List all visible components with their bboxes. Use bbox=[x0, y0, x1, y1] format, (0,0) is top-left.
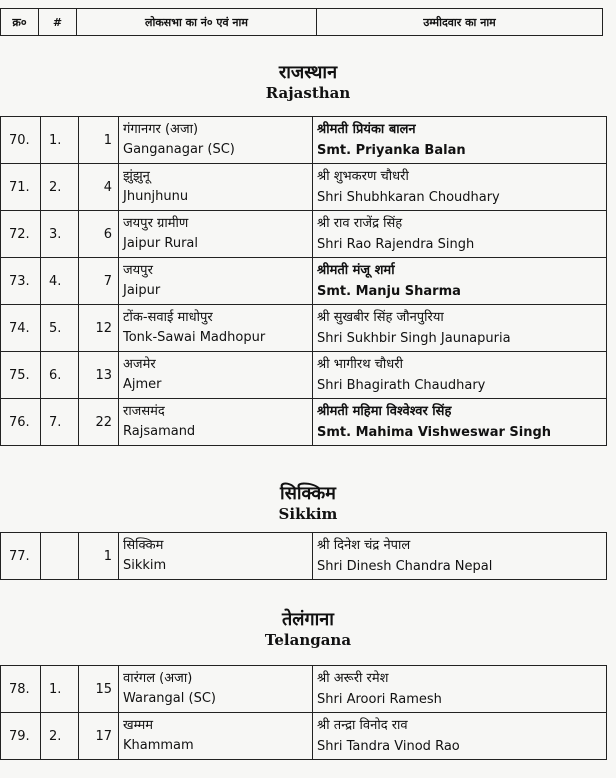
section-title-telangana bbox=[0, 607, 616, 649]
candidate-name-hindi: श्री अरूरी रमेश bbox=[317, 671, 389, 686]
constituency-name-english: Tonk-Sawai Madhopur bbox=[123, 330, 266, 345]
serial-number: 78. bbox=[1, 666, 41, 713]
header-hash: # bbox=[39, 9, 77, 36]
candidate-name-english: Smt. Mahima Vishweswar Singh bbox=[317, 425, 552, 440]
state-serial bbox=[41, 533, 79, 580]
header-table bbox=[0, 8, 603, 36]
serial-number: 76. bbox=[1, 399, 41, 446]
serial-number: 75. bbox=[1, 352, 41, 399]
state-serial: 5. bbox=[41, 305, 79, 352]
constituency-name-hindi: टोंक-सवाई माधोपुर bbox=[123, 310, 213, 325]
constituency-name-english: Khammam bbox=[123, 738, 194, 753]
constituency-name-hindi: जयपुर bbox=[123, 263, 153, 278]
constituency-name-english: Rajsamand bbox=[123, 424, 196, 439]
state-serial: 2. bbox=[41, 713, 79, 760]
header-sr: क्र० bbox=[1, 9, 39, 36]
candidate-name bbox=[313, 666, 607, 713]
constituency-number: 15 bbox=[79, 666, 119, 713]
constituency-name-hindi: अजमेर bbox=[123, 357, 156, 372]
constituency-name-hindi: जयपुर ग्रामीण bbox=[123, 216, 189, 231]
constituency-number: 1 bbox=[79, 117, 119, 164]
state-serial: 4. bbox=[41, 258, 79, 305]
table-row bbox=[1, 211, 607, 258]
telangana-table bbox=[0, 665, 607, 760]
table-row bbox=[1, 713, 607, 760]
table-row bbox=[1, 352, 607, 399]
state-serial: 6. bbox=[41, 352, 79, 399]
constituency-number: 13 bbox=[79, 352, 119, 399]
candidate-name-hindi: श्रीमती प्रियंका बालन bbox=[317, 122, 416, 137]
constituency-name-hindi: सिक्किम bbox=[123, 538, 164, 553]
constituency-number: 17 bbox=[79, 713, 119, 760]
serial-number: 72. bbox=[1, 211, 41, 258]
candidate-name-hindi: श्री तन्द्रा विनोद राव bbox=[317, 718, 408, 733]
constituency-name bbox=[119, 211, 313, 258]
constituency-name-english: Jaipur Rural bbox=[123, 236, 198, 251]
constituency-number: 6 bbox=[79, 211, 119, 258]
constituency-number: 1 bbox=[79, 533, 119, 580]
candidate-name-english: Shri Dinesh Chandra Nepal bbox=[317, 559, 493, 574]
serial-number: 74. bbox=[1, 305, 41, 352]
section-title-rajasthan bbox=[0, 60, 616, 102]
candidate-name-hindi: श्री भागीरथ चौधरी bbox=[317, 357, 403, 372]
serial-number: 73. bbox=[1, 258, 41, 305]
constituency-name-hindi: गंगानगर (अजा) bbox=[123, 122, 199, 137]
candidate-name-english: Smt. Priyanka Balan bbox=[317, 143, 466, 158]
serial-number: 70. bbox=[1, 117, 41, 164]
candidate-name-english: Shri Rao Rajendra Singh bbox=[317, 237, 475, 252]
section-title-english: Sikkim bbox=[278, 505, 338, 523]
state-serial: 2. bbox=[41, 164, 79, 211]
table-row bbox=[1, 399, 607, 446]
table-row bbox=[1, 305, 607, 352]
candidate-name bbox=[313, 533, 607, 580]
constituency-name bbox=[119, 533, 313, 580]
candidate-name-english: Smt. Manju Sharma bbox=[317, 284, 461, 299]
constituency-name bbox=[119, 666, 313, 713]
constituency-name-english: Ganganagar (SC) bbox=[123, 142, 235, 157]
constituency-number: 7 bbox=[79, 258, 119, 305]
header-candidate: उम्मीदवार का नाम bbox=[317, 9, 603, 36]
candidate-name bbox=[313, 713, 607, 760]
constituency-name bbox=[119, 164, 313, 211]
candidate-name-english: Shri Bhagirath Chaudhary bbox=[317, 378, 486, 393]
constituency-name bbox=[119, 399, 313, 446]
candidate-name-hindi: श्रीमती मंजू शर्मा bbox=[317, 263, 395, 278]
candidate-name-hindi: श्री शुभकरण चौधरी bbox=[317, 169, 409, 184]
candidate-name-english: Shri Sukhbir Singh Jaunapuria bbox=[317, 331, 511, 346]
serial-number: 71. bbox=[1, 164, 41, 211]
section-title-sikkim bbox=[0, 481, 616, 523]
candidate-name bbox=[313, 258, 607, 305]
candidate-name bbox=[313, 305, 607, 352]
candidate-name-english: Shri Tandra Vinod Rao bbox=[317, 739, 460, 754]
table-row bbox=[1, 117, 607, 164]
candidate-name-hindi: श्री दिनेश चंद्र नेपाल bbox=[317, 538, 411, 553]
section-title-hindi: राजस्थान bbox=[278, 62, 338, 83]
candidate-name bbox=[313, 399, 607, 446]
constituency-name-hindi: खम्मम bbox=[123, 718, 154, 733]
constituency-number: 4 bbox=[79, 164, 119, 211]
table-row bbox=[1, 666, 607, 713]
candidate-name-english: Shri Aroori Ramesh bbox=[317, 692, 442, 707]
table-row bbox=[1, 258, 607, 305]
candidate-name-hindi: श्री राव राजेंद्र सिंह bbox=[317, 216, 403, 231]
constituency-name-english: Sikkim bbox=[123, 558, 167, 573]
state-serial: 7. bbox=[41, 399, 79, 446]
constituency-name bbox=[119, 258, 313, 305]
section-title-hindi: तेलंगाना bbox=[282, 609, 334, 630]
serial-number: 77. bbox=[1, 533, 41, 580]
constituency-name bbox=[119, 305, 313, 352]
table-row bbox=[1, 164, 607, 211]
candidate-name-english: Shri Shubhkaran Choudhary bbox=[317, 190, 500, 205]
section-title-english: Rajasthan bbox=[265, 84, 351, 102]
candidate-name bbox=[313, 211, 607, 258]
candidate-name-hindi: श्रीमती महिमा विश्वेश्वर सिंह bbox=[317, 404, 452, 419]
constituency-name-hindi: वारंगल (अजा) bbox=[123, 671, 193, 686]
candidate-name bbox=[313, 352, 607, 399]
section-title-hindi: सिक्किम bbox=[280, 483, 336, 504]
serial-number: 79. bbox=[1, 713, 41, 760]
table-row bbox=[1, 533, 607, 580]
state-serial: 1. bbox=[41, 117, 79, 164]
candidate-name bbox=[313, 117, 607, 164]
section-title-english: Telangana bbox=[264, 631, 352, 649]
state-serial: 3. bbox=[41, 211, 79, 258]
constituency-name-english: Ajmer bbox=[123, 377, 162, 392]
constituency-name-english: Jaipur bbox=[123, 283, 161, 298]
candidate-name bbox=[313, 164, 607, 211]
constituency-name bbox=[119, 352, 313, 399]
constituency-name-english: Jhunjhunu bbox=[123, 189, 189, 204]
constituency-name-hindi: झुंझुनू bbox=[123, 169, 150, 184]
constituency-name-english: Warangal (SC) bbox=[123, 691, 216, 706]
constituency-number: 22 bbox=[79, 399, 119, 446]
constituency-name bbox=[119, 713, 313, 760]
sikkim-table bbox=[0, 532, 607, 580]
candidate-name-hindi: श्री सुखबीर सिंह जौनपुरिया bbox=[317, 310, 444, 325]
state-serial: 1. bbox=[41, 666, 79, 713]
constituency-name bbox=[119, 117, 313, 164]
rajasthan-table bbox=[0, 116, 607, 446]
constituency-name-hindi: राजसमंद bbox=[123, 404, 165, 419]
header-constituency: लोकसभा का नं० एवं नाम bbox=[77, 9, 317, 36]
constituency-number: 12 bbox=[79, 305, 119, 352]
